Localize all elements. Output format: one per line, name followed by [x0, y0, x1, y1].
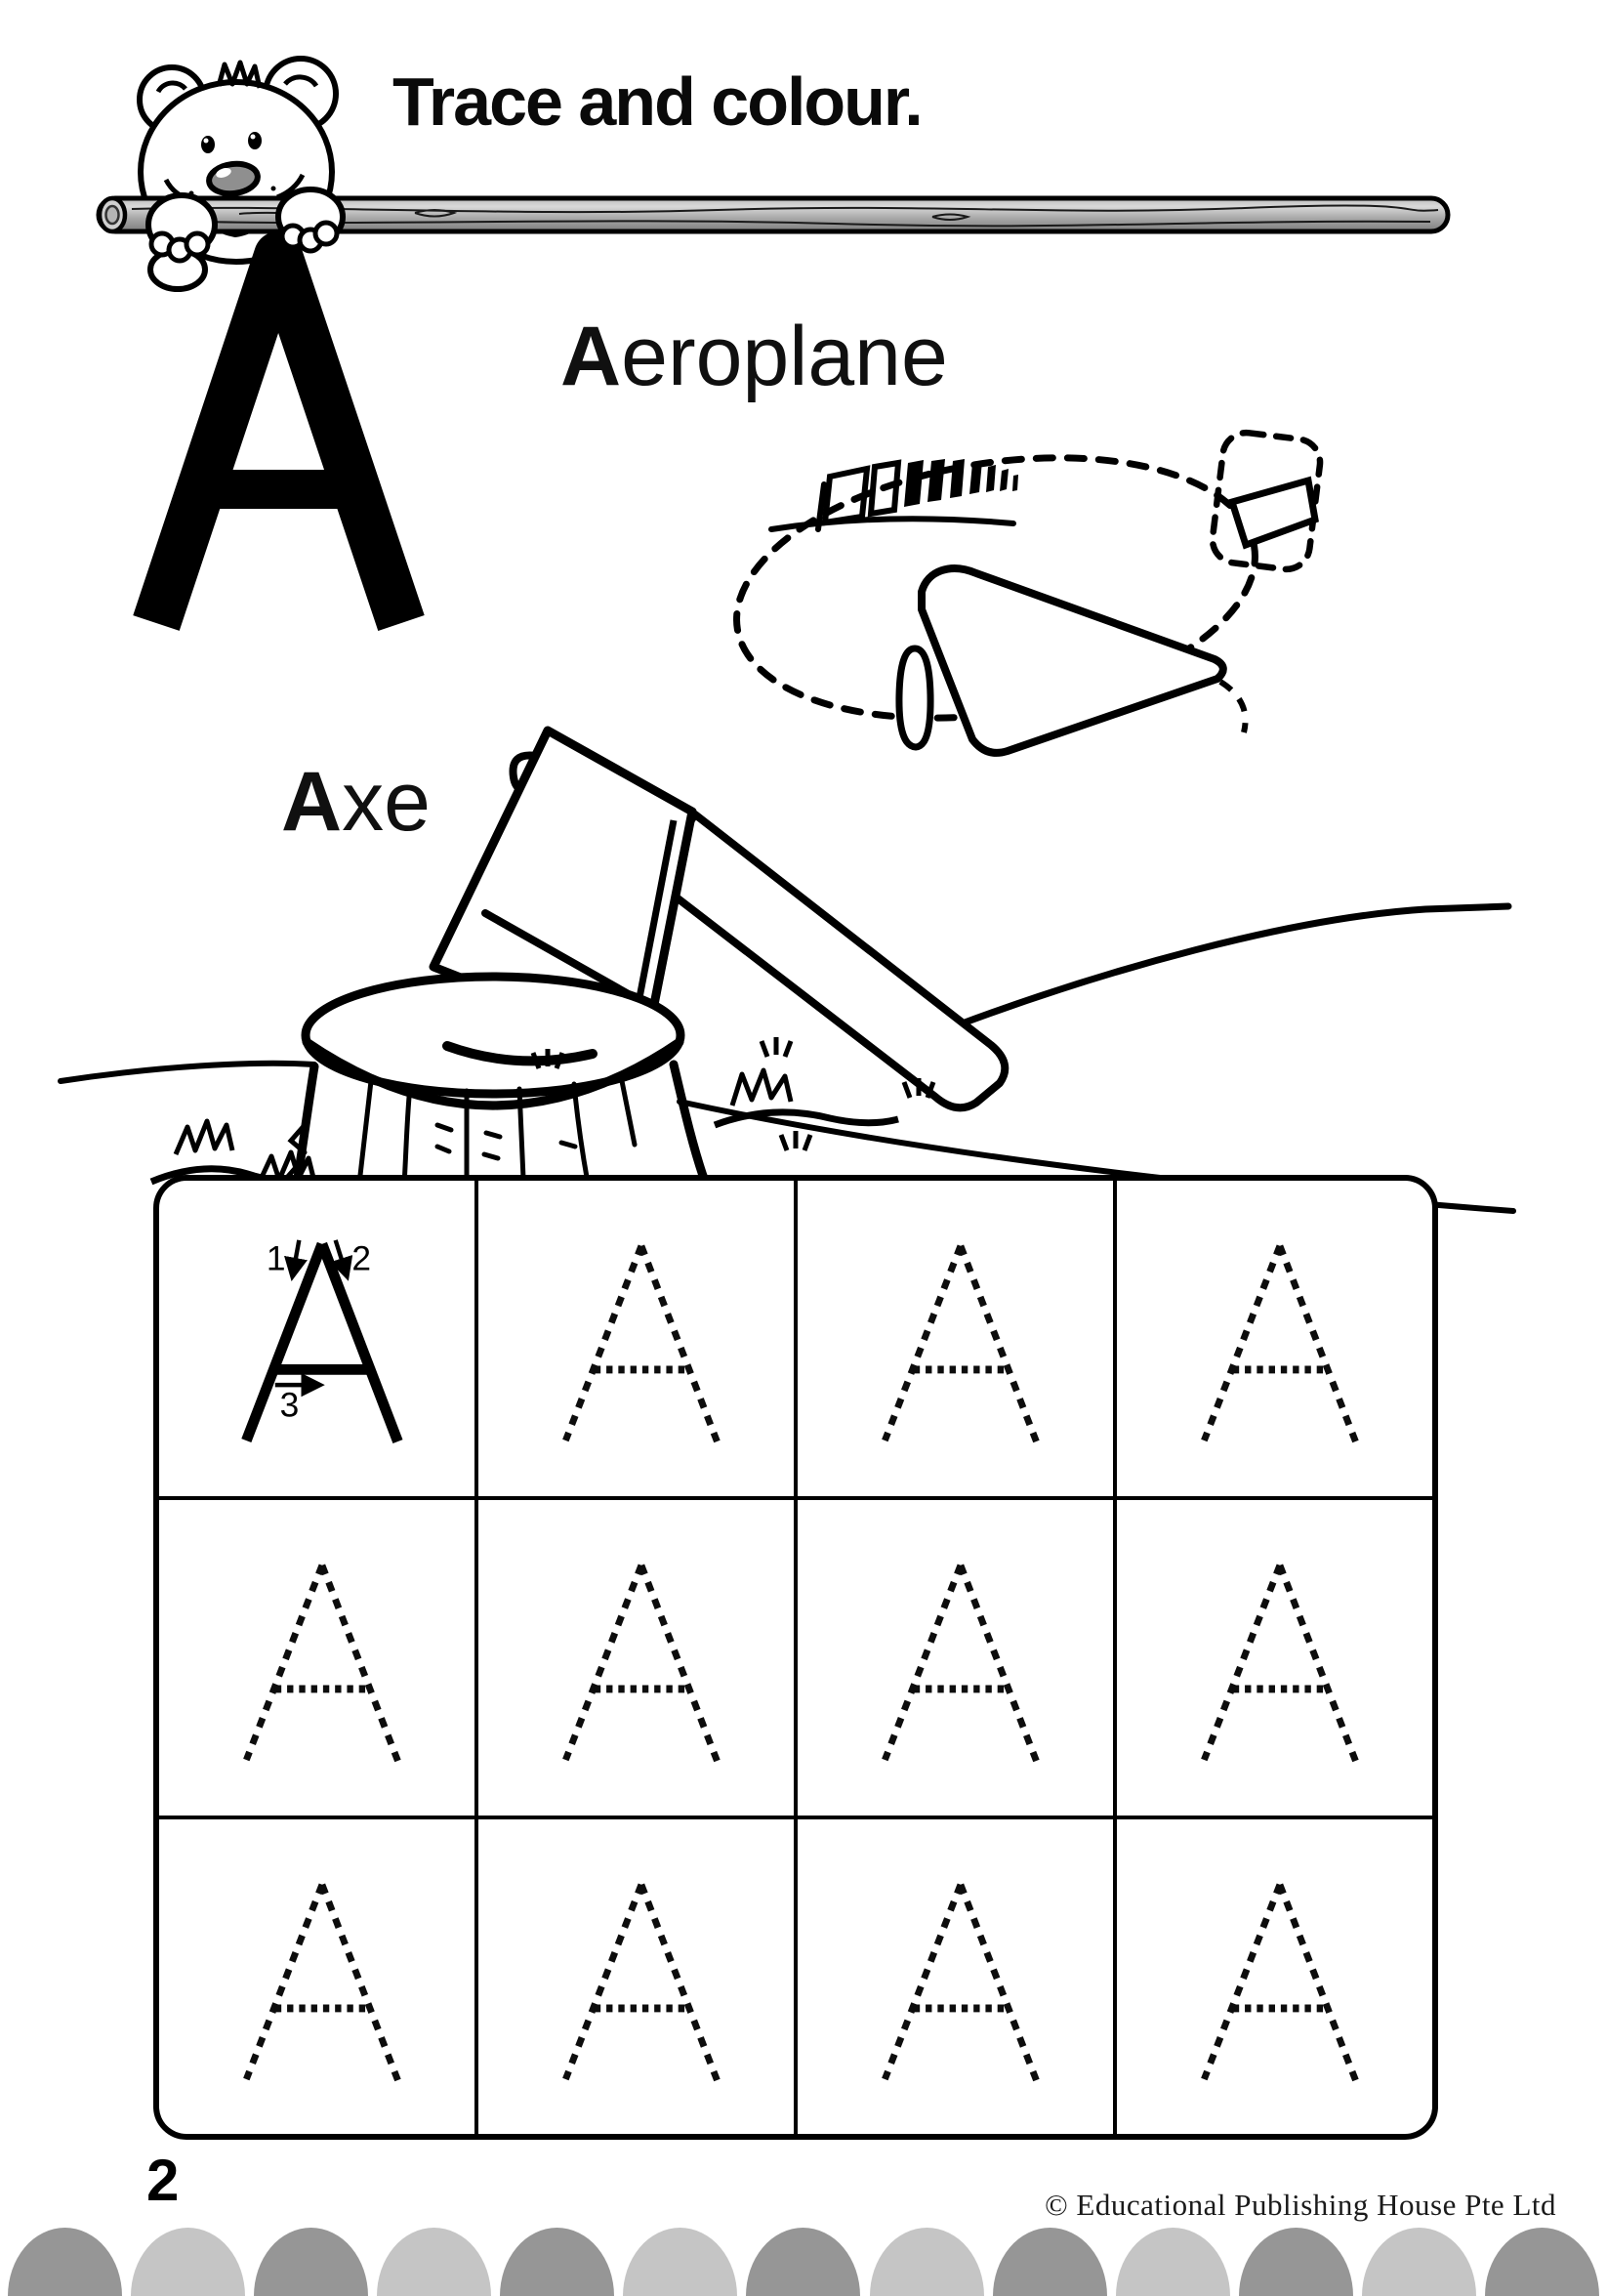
trace-letter-example [159, 1181, 474, 1496]
trace-cell [159, 1500, 474, 1816]
dotted-letter-strokes [246, 1565, 397, 1761]
stroke-number-1: 1 [266, 1239, 286, 1278]
trace-cell [798, 1181, 1113, 1496]
dotted-letter-strokes [885, 1885, 1036, 2080]
trace-cell [1117, 1500, 1432, 1816]
trace-letter-dotted [478, 1500, 794, 1816]
plane-wing [922, 568, 1223, 753]
bear-paws-illustration [109, 33, 367, 326]
scallop-circle [1362, 2228, 1476, 2296]
plane-windows-solid [904, 459, 1018, 507]
stroke-number-3: 3 [279, 1386, 300, 1425]
trace-letter-dotted [798, 1819, 1113, 2135]
dotted-letter-strokes [885, 1246, 1036, 1441]
trace-cell [478, 1181, 794, 1496]
vocab-initial: A [281, 755, 343, 849]
scallop-circle [254, 2228, 368, 2296]
dotted-letter-strokes [565, 1246, 717, 1441]
trace-letter-dotted [1117, 1819, 1432, 2135]
trace-cell [1117, 1819, 1432, 2135]
trace-letter-dotted [478, 1819, 794, 2135]
dotted-letter-strokes [565, 1565, 717, 1761]
page-title: Trace and colour. [392, 63, 922, 140]
dotted-letter-strokes [1204, 1246, 1355, 1441]
scallop-circle [131, 2228, 245, 2296]
scallop-circle [870, 2228, 984, 2296]
dotted-letter-strokes [1204, 1885, 1355, 2080]
scallop-circle [1485, 2228, 1599, 2296]
trace-cell [798, 1500, 1113, 1816]
vocab-rest: eroplane [621, 310, 948, 403]
trace-cell [159, 1819, 474, 2135]
scallop-circle [1116, 2228, 1230, 2296]
dotted-letter-strokes [246, 1885, 397, 2080]
axe-handle [651, 814, 1005, 1107]
scallop-circle [746, 2228, 860, 2296]
horizon-line-left [61, 1064, 314, 1081]
trace-cell-example [159, 1181, 474, 1496]
trace-letter-dotted [798, 1181, 1113, 1496]
stroke-arrow-1 [292, 1240, 299, 1276]
scallop-circle [1239, 2228, 1353, 2296]
vocab-initial: A [560, 310, 622, 403]
trace-cell [478, 1819, 794, 2135]
scallop-circle [8, 2228, 122, 2296]
plane-engine [899, 648, 930, 747]
trace-cell [478, 1500, 794, 1816]
scallop-circle [623, 2228, 737, 2296]
stroke-number-2: 2 [351, 1239, 371, 1278]
vocab-word-aeroplane [560, 310, 948, 403]
trace-cell [798, 1819, 1113, 2135]
trace-letter-dotted [1117, 1500, 1432, 1816]
trace-grid [153, 1175, 1438, 2140]
page-number: 2 [146, 2148, 180, 2213]
trace-cell [1117, 1181, 1432, 1496]
scallop-circle [500, 2228, 614, 2296]
trace-letter-dotted [478, 1181, 794, 1496]
dotted-letter-strokes [1204, 1565, 1355, 1761]
scallop-circle [993, 2228, 1107, 2296]
vocab-rest: xe [342, 755, 431, 849]
trace-letter-dotted [159, 1819, 474, 2135]
hill-line-right [957, 906, 1508, 1025]
trace-letter-dotted [1117, 1181, 1432, 1496]
aeroplane-illustration [674, 402, 1338, 773]
trace-letter-dotted [798, 1500, 1113, 1816]
dotted-letter-strokes [565, 1885, 717, 2080]
copyright-notice: © Educational Publishing House Pte Ltd [1045, 2188, 1556, 2222]
footer-scallop-border [0, 2227, 1607, 2296]
dotted-letter-strokes [885, 1565, 1036, 1761]
trace-letter-dotted [159, 1500, 474, 1816]
scallop-circle [377, 2228, 491, 2296]
